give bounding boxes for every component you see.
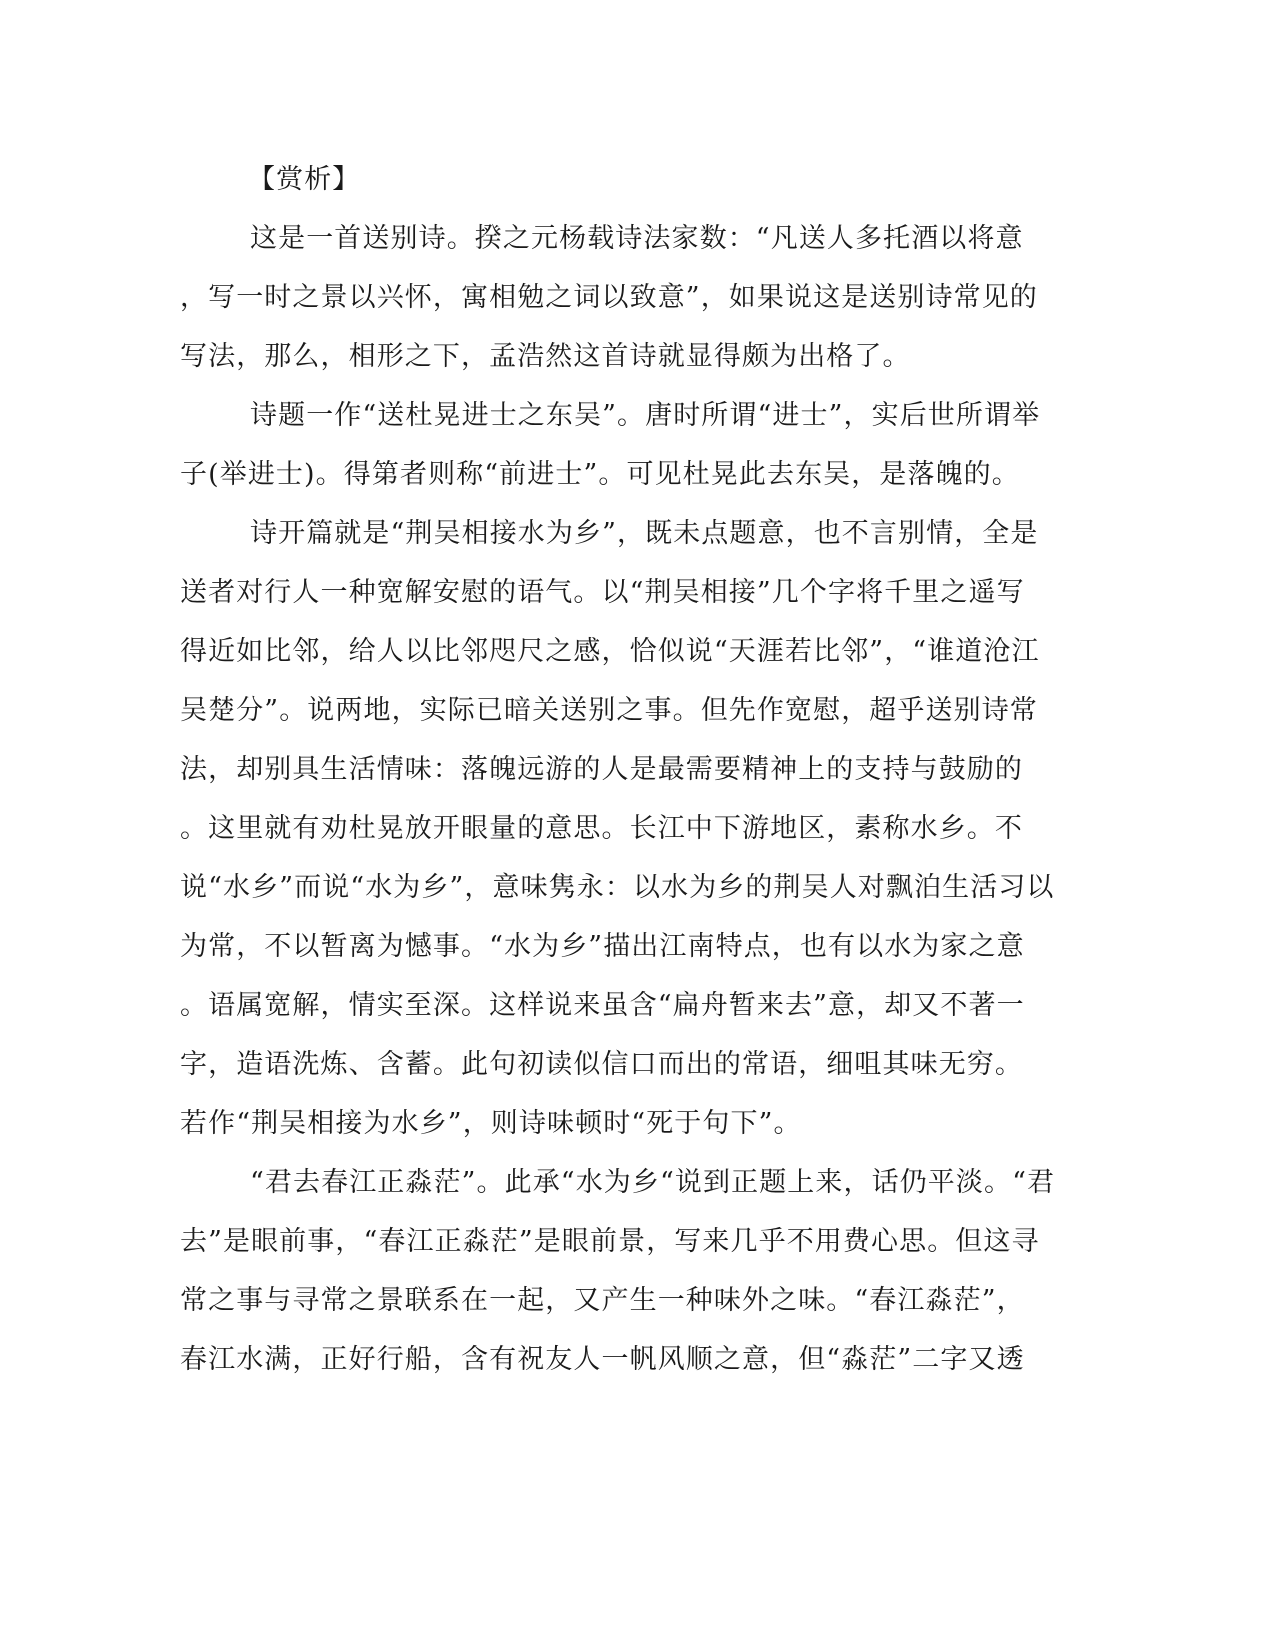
paragraph-line: 若作“荆吴相接为水乡”，则诗味顿时“死于句下”。 <box>180 1108 802 1139</box>
paragraph-line: 这是一首送别诗。揆之元杨载诗法家数：“凡送人多托酒以将意 <box>250 223 1024 254</box>
paragraph-line: “君去春江正淼茫”。此承“水为乡“说到正题上来，话仍平淡。“君 <box>250 1167 1056 1198</box>
paragraph-line: 常之事与寻常之景联系在一起，又产生一种味外之味。“春江淼茫”， <box>180 1285 1025 1316</box>
paragraph-line: 送者对行人一种宽解安慰的语气。以“荆吴相接”几个字将千里之遥写 <box>180 577 1025 608</box>
paragraph-line: 说“水乡”而说“水为乡”，意味隽永：以水为乡的荆吴人对飘泊生活习以 <box>180 872 1055 903</box>
paragraph-line: 为常，不以暂离为憾事。“水为乡”描出江南特点，也有以水为家之意 <box>180 931 1025 962</box>
paragraph-line: 。语属宽解，情实至深。这样说来虽含“扁舟暂来去”意，却又不著一 <box>180 990 1025 1021</box>
paragraph-line: 字，造语洗炼、含蓄。此句初读似信口而出的常语，细咀其味无穷。 <box>180 1049 1023 1080</box>
paragraph-line: 。这里就有劝杜晃放开眼量的意思。长江中下游地区，素称水乡。不 <box>180 813 1023 844</box>
paragraph-line: 去”是眼前事，“春江正淼茫”是眼前景，写来几乎不用费心思。但这寻 <box>180 1226 1040 1257</box>
paragraph-line: 写法，那么，相形之下，孟浩然这首诗就显得颇为出格了。 <box>180 341 911 372</box>
paragraph-line: 春江水满，正好行船，含有祝友人一帆风顺之意，但“淼茫”二字又透 <box>180 1344 1025 1375</box>
paragraph-line: 诗开篇就是“荆吴相接水为乡”，既未点题意，也不言别情，全是 <box>250 518 1039 549</box>
paragraph-line: 得近如比邻，给人以比邻咫尺之感，恰似说“天涯若比邻”，“谁道沧江 <box>180 636 1040 667</box>
paragraph-line: 法，却别具生活情味：落魄远游的人是最需要精神上的支持与鼓励的 <box>180 754 1023 785</box>
paragraph-line: 诗题一作“送杜晃进士之东吴”。唐时所谓“进士”，实后世所谓举 <box>250 400 1041 431</box>
paragraph-line: 吴楚分”。说两地，实际已暗关送别之事。但先作宽慰，超乎送别诗常 <box>180 695 1038 726</box>
paragraph-line: ，写一时之景以兴怀，寓相勉之词以致意”，如果说这是送别诗常见的 <box>180 282 1038 313</box>
paragraph-line: 子(举进士)。得第者则称“前进士”。可见杜晃此去东吴，是落魄的。 <box>180 459 1020 490</box>
section-heading: 【赏析】 <box>248 164 361 195</box>
